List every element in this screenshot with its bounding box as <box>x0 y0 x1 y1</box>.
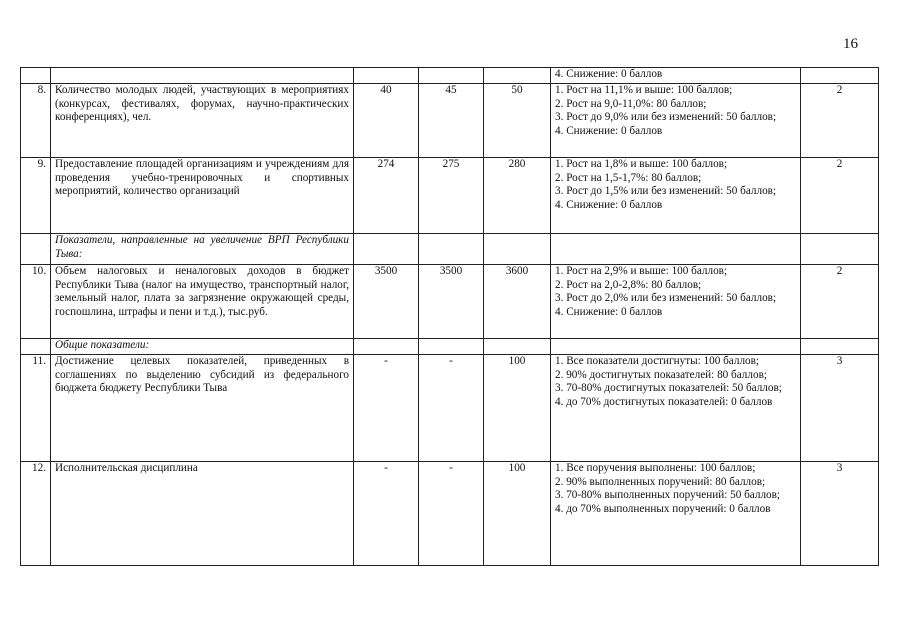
indicator-name-cell: Объем налоговых и неналоговых доходов в бюджет Республики Тыва (налог на имущество, транспортный налог, земельный налог, плата за загрязнение окружающей среды, госпошлина, штрафы и пени и т.д.), тыс.руб. <box>51 265 354 339</box>
value-cell-3: 280 <box>484 158 551 234</box>
value-cell-3: 50 <box>484 84 551 158</box>
criteria-line: 2. Рост на 9,0-11,0%: 80 баллов; <box>555 97 707 110</box>
indicator-name-cell: Достижение целевых показателей, приведенных в соглашениях по выделению субсидий из федерального бюджета бюджету Республики Тыва <box>51 355 354 462</box>
page-number: 16 <box>843 36 858 52</box>
criteria-line: 4. Снижение: 0 баллов <box>555 198 663 211</box>
value-cell-3: 100 <box>484 355 551 462</box>
value-cell-2 <box>419 68 484 84</box>
empty-cell <box>484 339 551 355</box>
weight-cell: 2 <box>801 84 879 158</box>
weight-cell: 2 <box>801 265 879 339</box>
value-cell-2: - <box>419 462 484 566</box>
row-number-cell <box>21 339 51 355</box>
criteria-line: 2. Рост на 1,5-1,7%: 80 баллов; <box>555 171 702 184</box>
value-cell-3: 3600 <box>484 265 551 339</box>
indicator-name-cell: Предоставление площадей организациям и учреждениям для проведения учебно-тренировочных и спортивных мероприятий, количество организаций <box>51 158 354 234</box>
empty-cell <box>354 234 419 265</box>
empty-cell <box>801 234 879 265</box>
criteria-line: 2. Рост на 2,0-2,8%: 80 баллов; <box>555 278 702 291</box>
table-row <box>21 68 879 84</box>
criteria-line: 1. Рост на 11,1% и выше: 100 баллов; <box>555 84 733 96</box>
section-row <box>21 339 879 355</box>
criteria-line: 2. 90% выполненных поручений: 80 баллов; <box>555 475 766 488</box>
value-cell-1: - <box>354 355 419 462</box>
indicator-name-cell: Количество молодых людей, участвующих в мероприятиях (конкурсах, фестивалях, форумах, научно-практических конференциях), чел. <box>51 84 354 158</box>
indicator-name-cell <box>51 68 354 84</box>
row-number-cell: 10. <box>21 265 51 339</box>
row-number-cell <box>21 68 51 84</box>
value-cell-1: - <box>354 462 419 566</box>
criteria-line: 3. Рост до 9,0% или без изменений: 50 баллов; <box>555 111 777 124</box>
empty-cell <box>801 339 879 355</box>
table-row <box>21 84 879 158</box>
table-row <box>21 355 879 462</box>
row-number-cell <box>21 234 51 265</box>
criteria-line: 2. 90% достигнутых показателей: 80 баллов; <box>555 368 767 381</box>
criteria-line: 1. Все показатели достигнуты: 100 баллов; <box>555 355 760 367</box>
empty-cell <box>419 234 484 265</box>
criteria-line: 4. до 70% выполненных поручений: 0 баллов <box>555 502 771 515</box>
criteria-line: 3. Рост до 1,5% или без изменений: 50 баллов; <box>555 185 777 198</box>
value-cell-2: - <box>419 355 484 462</box>
criteria-line: 3. Рост до 2,0% или без изменений: 50 баллов; <box>555 292 777 305</box>
value-cell-2: 275 <box>419 158 484 234</box>
criteria-line: 1. Все поручения выполнены: 100 баллов; <box>555 462 756 474</box>
value-cell-1: 40 <box>354 84 419 158</box>
empty-cell <box>354 339 419 355</box>
value-cell-2: 45 <box>419 84 484 158</box>
empty-cell <box>551 339 801 355</box>
row-number-cell: 12. <box>21 462 51 566</box>
criteria-cell <box>551 68 801 84</box>
section-row <box>21 234 879 265</box>
indicator-name-cell: Исполнительская дисциплина <box>51 462 354 566</box>
criteria-line: 3. 70-80% выполненных поручений: 50 баллов; <box>555 489 781 502</box>
row-number-cell: 9. <box>21 158 51 234</box>
row-number-cell: 8. <box>21 84 51 158</box>
indicators-table <box>20 67 879 566</box>
value-cell-1 <box>354 68 419 84</box>
table-row <box>21 462 879 566</box>
empty-cell <box>484 234 551 265</box>
criteria-line: 4. Снижение: 0 баллов <box>555 124 663 137</box>
value-cell-2: 3500 <box>419 265 484 339</box>
criteria-cell <box>551 158 801 234</box>
criteria-cell <box>551 355 801 462</box>
table-row <box>21 265 879 339</box>
criteria-cell <box>551 462 801 566</box>
weight-cell: 2 <box>801 158 879 234</box>
empty-cell <box>551 234 801 265</box>
criteria-cell <box>551 84 801 158</box>
criteria-line: 4. до 70% достигнутых показателей: 0 баллов <box>555 395 773 408</box>
table-row <box>21 158 879 234</box>
criteria-cell <box>551 265 801 339</box>
criteria-line: 1. Рост на 1,8% и выше: 100 баллов; <box>555 158 728 170</box>
weight-cell <box>801 68 879 84</box>
criteria-line: 1. Рост на 2,9% и выше: 100 баллов; <box>555 265 728 277</box>
section-heading: Общие показатели: <box>51 339 354 355</box>
value-cell-1: 3500 <box>354 265 419 339</box>
criteria-line: 4. Снижение: 0 баллов <box>555 305 663 318</box>
value-cell-1: 274 <box>354 158 419 234</box>
empty-cell <box>419 339 484 355</box>
section-heading: Показатели, направленные на увеличение ВРП Республики Тыва: <box>51 234 354 265</box>
weight-cell: 3 <box>801 355 879 462</box>
weight-cell: 3 <box>801 462 879 566</box>
value-cell-3: 100 <box>484 462 551 566</box>
criteria-line: 4. Снижение: 0 баллов <box>555 68 663 80</box>
criteria-line: 3. 70-80% достигнутых показателей: 50 баллов; <box>555 382 782 395</box>
row-number-cell: 11. <box>21 355 51 462</box>
value-cell-3 <box>484 68 551 84</box>
